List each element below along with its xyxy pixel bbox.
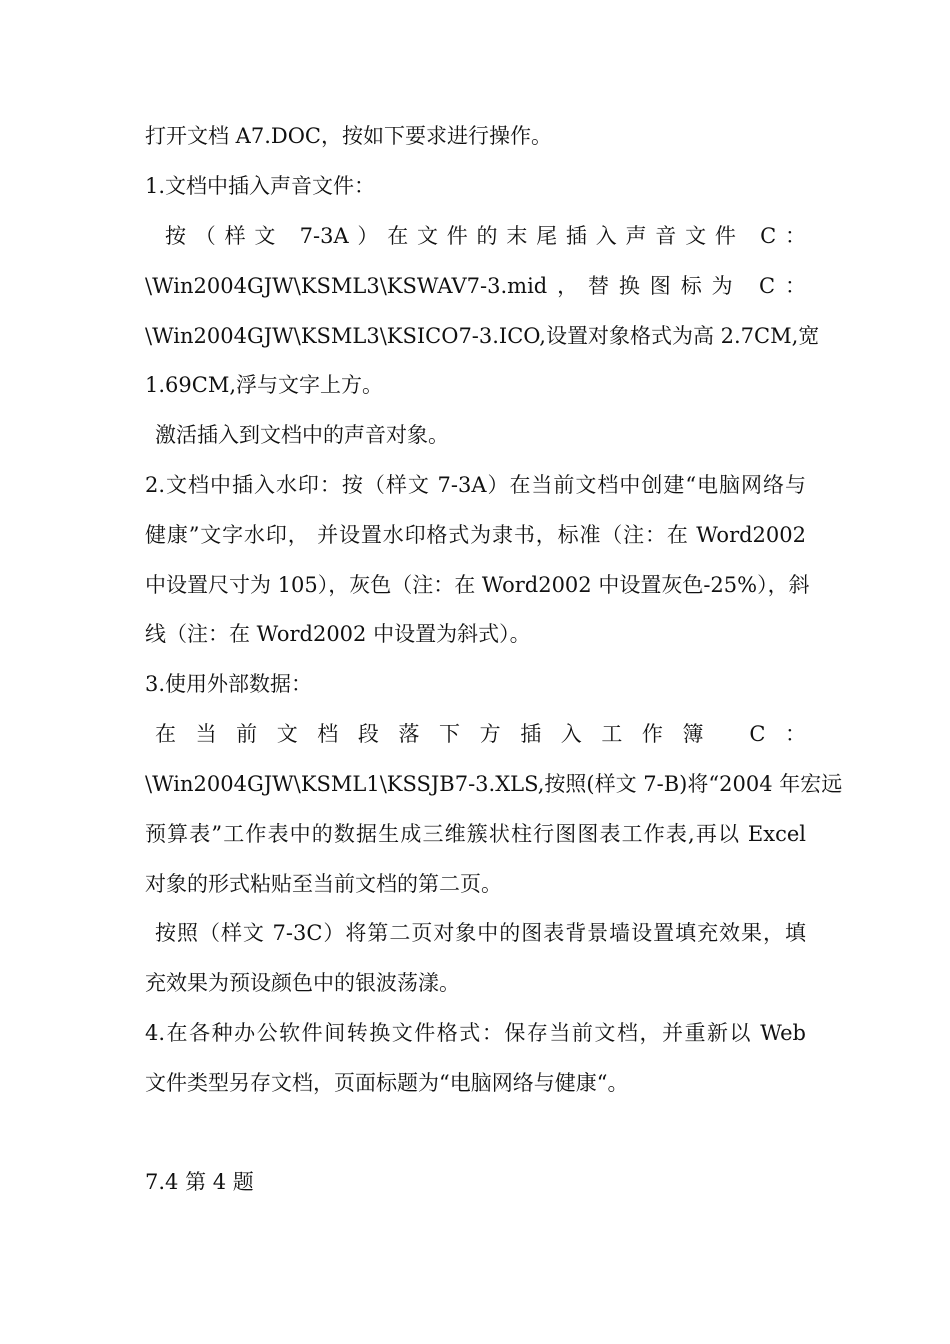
section-3-line-1: 在当前文档段落下方插入工作簿 C： xyxy=(155,722,806,746)
section-1-heading: 1.文档中插入声音文件： xyxy=(145,174,376,198)
section-3-line-2: \Win2004GJW\KSML1\KSSJB7-3.XLS,按照(样文 7-B)将“2004 年宏远 xyxy=(145,772,843,796)
section-2-line-2: 健康”文字水印， 并设置水印格式为隶书，标准（注：在 Word2002 xyxy=(145,523,806,547)
section-3-line-6: 充效果为预设颜色中的银波荡漾。 xyxy=(145,971,460,995)
intro-line: 打开文档 A7.DOC，按如下要求进行操作。 xyxy=(145,124,552,148)
section-1-line-1: 按（样文 7-3A）在文件的末尾插入声音文件 C： xyxy=(165,224,806,248)
footer-heading: 7.4 第 4 题 xyxy=(145,1170,254,1194)
section-3-heading: 3.使用外部数据： xyxy=(145,672,313,696)
section-1-line-3: \Win2004GJW\KSML3\KSICO7-3.ICO,设置对象格式为高 2.7CM,宽 xyxy=(145,324,820,348)
section-3-line-3: 预算表”工作表中的数据生成三维簇状柱行图图表工作表,再以 Excel xyxy=(145,822,806,846)
section-3-line-5: 按照（样文 7-3C）将第二页对象中的图表背景墙设置填充效果，填 xyxy=(155,921,806,945)
section-2-line-1: 2.文档中插入水印：按（样文 7-3A）在当前文档中创建“电脑网络与 xyxy=(145,473,806,497)
section-1-line-2: \Win2004GJW\KSML3\KSWAV7-3.mid，替换图标为 C： xyxy=(145,274,806,298)
section-2-line-3: 中设置尺寸为 105），灰色（注：在 Word2002 中设置灰色-25%），斜 xyxy=(145,573,810,597)
section-4-line-1: 4.在各种办公软件间转换文件格式：保存当前文档，并重新以 Web xyxy=(145,1021,806,1045)
section-3-line-4: 对象的形式粘贴至当前文档的第二页。 xyxy=(145,872,502,896)
section-2-line-4: 线（注：在 Word2002 中设置为斜式）。 xyxy=(145,622,531,646)
section-1-line-4: 1.69CM,浮与文字上方。 xyxy=(145,373,384,397)
section-1-line-5: 激活插入到文档中的声音对象。 xyxy=(155,423,449,447)
section-4-line-2: 文件类型另存文档，页面标题为“电脑网络与健康“。 xyxy=(145,1071,629,1095)
